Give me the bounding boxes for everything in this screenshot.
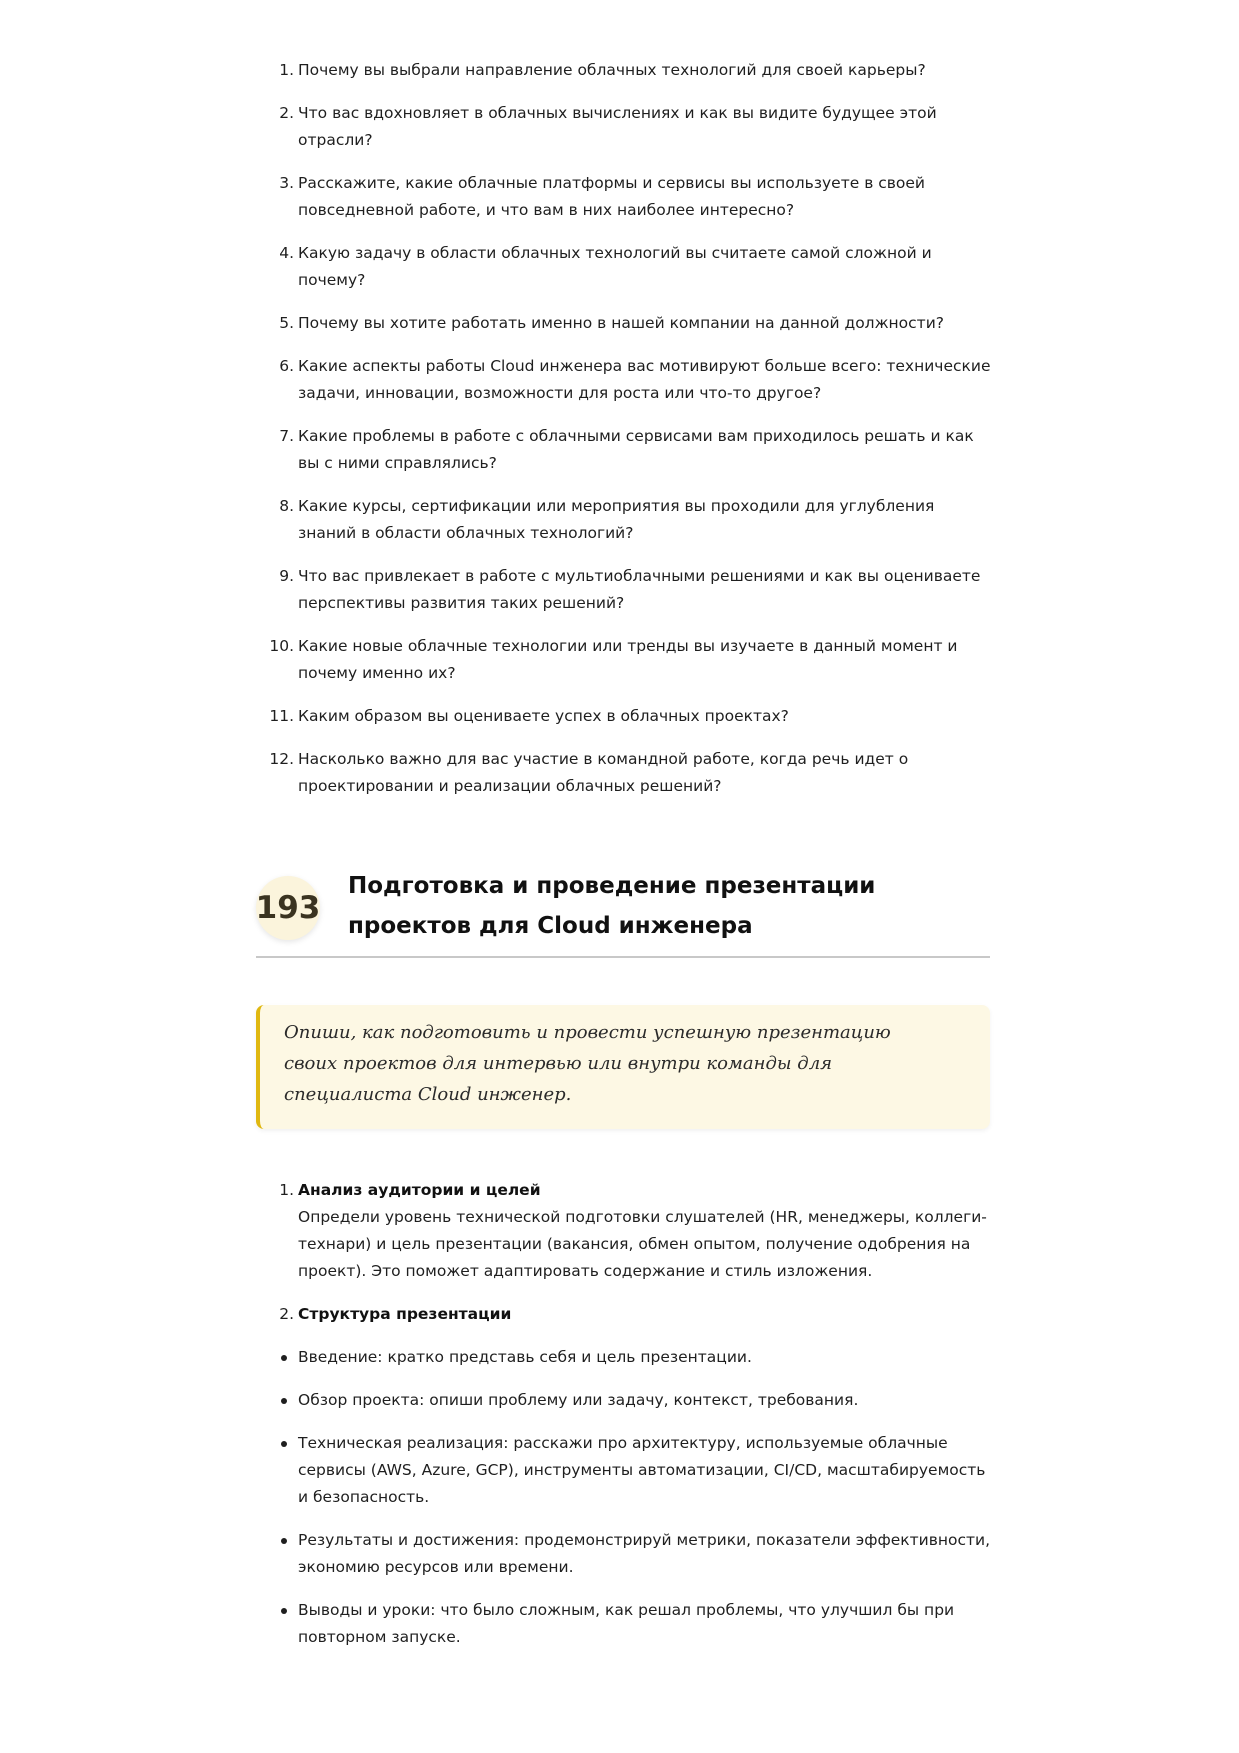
- list-item-number: 9.: [279, 567, 294, 585]
- answer-step: [256, 1301, 994, 1328]
- answer-step-body: Определи уровень технической подготовки слушателей (HR, менеджеры, коллеги-технари) и цель презентации (вакансия, обмен опытом, получение одобрения на проект). Это поможет адаптировать содержание и стиль изложения.: [298, 1208, 987, 1280]
- list-item-text: Что вас вдохновляет в облачных вычислениях и как вы видите будущее этой отрасли?: [298, 104, 937, 149]
- list-item-text: Насколько важно для вас участие в командной работе, когда речь идет о проектировании и реализации облачных решений?: [298, 750, 909, 795]
- section-number-badge: 193: [256, 876, 320, 940]
- bullet-text: Выводы и уроки: что было сложным, как решал проблемы, что улучшил бы при повторном запуске.: [298, 1601, 955, 1646]
- bullet-text: Результаты и достижения: продемонстрируй метрики, показатели эффективности, экономию ресурсов или времени.: [298, 1531, 991, 1576]
- list-item: [256, 746, 994, 800]
- list-item: [256, 633, 994, 687]
- bullet-dot-icon: [281, 1608, 287, 1614]
- list-item-text: Какие проблемы в работе с облачными сервисами вам приходилось решать и как вы с ними справлялись?: [298, 427, 974, 472]
- list-item-number: 6.: [279, 357, 294, 375]
- list-item-text: Что вас привлекает в работе с мультиоблачными решениями и как вы оцениваете перспективы развития таких решений?: [298, 567, 981, 612]
- list-item-number: 12.: [269, 750, 294, 768]
- list-item: [256, 703, 994, 730]
- list-item-text: Почему вы выбрали направление облачных технологий для своей карьеры?: [298, 61, 926, 79]
- bullet-dot-icon: [281, 1538, 287, 1544]
- bullet-text: Обзор проекта: опиши проблему или задачу, контекст, требования.: [298, 1391, 859, 1409]
- answer-step-heading: Анализ аудитории и целей: [298, 1181, 541, 1199]
- list-item: [256, 57, 994, 84]
- list-item: [256, 240, 994, 294]
- list-item-text: Почему вы хотите работать именно в нашей компании на данной должности?: [298, 314, 945, 332]
- list-item-number: 3.: [279, 174, 294, 192]
- list-item: [256, 423, 994, 477]
- interview-questions-list: [256, 57, 994, 816]
- bullet-item: [256, 1597, 994, 1651]
- list-item: [256, 353, 994, 407]
- list-item-text: Расскажите, какие облачные платформы и сервисы вы используете в своей повседневной работе, и что вам в них наиболее интересно?: [298, 174, 926, 219]
- list-item-number: 8.: [279, 497, 294, 515]
- section-title: Подготовка и проведение презентации проектов для Cloud инженера: [348, 873, 876, 939]
- list-item-text: Какие новые облачные технологии или тренды вы изучаете в данный момент и почему именно их?: [298, 637, 958, 682]
- list-item-number: 10.: [269, 637, 294, 655]
- list-item: [256, 310, 994, 337]
- bullet-dot-icon: [281, 1398, 287, 1404]
- bullet-item: [256, 1344, 994, 1371]
- prompt-text: Опиши, как подготовить и провести успешную презентацию своих проектов для интервью или внутри команды для специалиста Cloud инженер.: [284, 1022, 891, 1105]
- bullet-item: [256, 1387, 994, 1414]
- list-item-text: Какую задачу в области облачных технологий вы считаете самой сложной и почему?: [298, 244, 932, 289]
- bullet-text: Введение: кратко представь себя и цель презентации.: [298, 1348, 752, 1366]
- answer-step-heading: Структура презентации: [298, 1305, 512, 1323]
- list-item-number: 5.: [279, 314, 294, 332]
- list-item-number: 11.: [269, 707, 294, 725]
- bullet-item: [256, 1430, 994, 1511]
- list-item: [256, 493, 994, 547]
- answer-list: [256, 1177, 994, 1667]
- list-item: [256, 563, 994, 617]
- list-item-number: 2.: [279, 104, 294, 122]
- list-item-number: 4.: [279, 244, 294, 262]
- list-item: [256, 100, 994, 154]
- bullet-text: Техническая реализация: расскажи про архитектуру, используемые облачные сервисы (AWS, Azure, GCP), инструменты автоматизации, CI/CD, масштабируемость и безопасность.: [298, 1434, 986, 1506]
- list-item-text: Какие курсы, сертификации или мероприятия вы проходили для углубления знаний в области облачных технологий?: [298, 497, 935, 542]
- list-item-number: 1.: [279, 61, 294, 79]
- bullet-item: [256, 1527, 994, 1581]
- list-item-text: Какие аспекты работы Cloud инженера вас мотивируют больше всего: технические задачи, инновации, возможности для роста или что-то другое?: [298, 357, 991, 402]
- answer-step-number: 1.: [279, 1181, 294, 1199]
- prompt-callout: [256, 1005, 990, 1129]
- answer-step: [256, 1177, 994, 1285]
- section-header: [256, 866, 990, 958]
- list-item: [256, 170, 994, 224]
- answer-step-number: 2.: [279, 1305, 294, 1323]
- bullet-dot-icon: [281, 1355, 287, 1361]
- list-item-text: Каким образом вы оцениваете успех в облачных проектах?: [298, 707, 789, 725]
- list-item-number: 7.: [279, 427, 294, 445]
- bullet-dot-icon: [281, 1441, 287, 1447]
